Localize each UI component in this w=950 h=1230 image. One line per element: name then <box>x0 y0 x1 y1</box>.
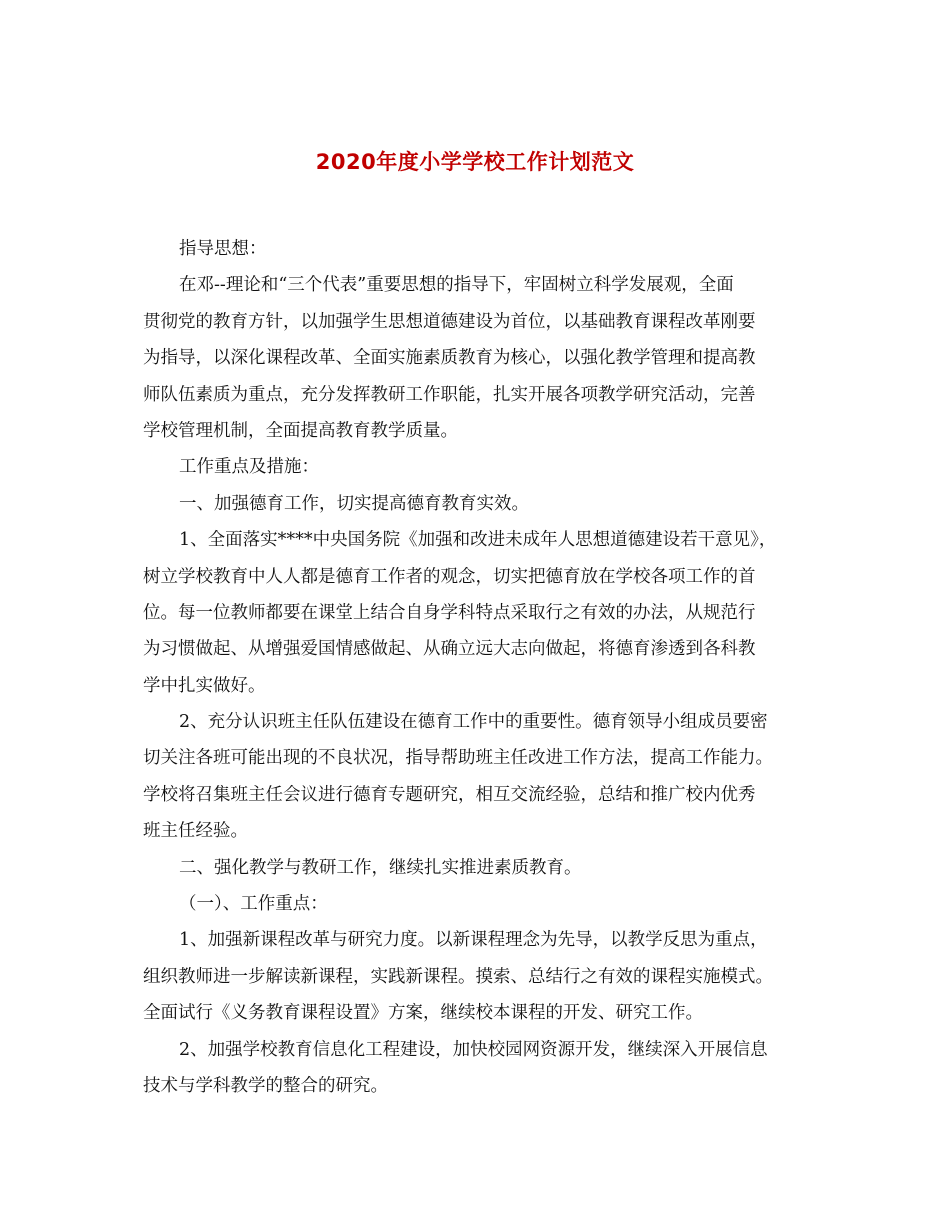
text-line: 为指导，以深化课程改革、全面实施素质教育为核心，以强化教学管理和提高教 <box>143 348 756 369</box>
text-line: 学校管理机制，全面提高教育教学质量。 <box>143 420 458 441</box>
document-body <box>143 231 819 1104</box>
text-line: 技术与学科教学的整合的研究。 <box>143 1075 388 1096</box>
text-line: 学校将召集班主任会议进行德育专题研究，相互交流经验，总结和推广校内优秀 <box>143 784 756 805</box>
text-line: 学中扎实做好。 <box>143 675 266 696</box>
text-line: 组织教师进一步解读新课程，实践新课程。摸索、总结行之有效的课程实施模式。 <box>143 966 773 987</box>
text-line: 在邓--理论和“三个代表”重要思想的指导下，牢固树立科学发展观，全面 <box>179 275 734 296</box>
text-line: 切关注各班可能出现的不良状况，指导帮助班主任改进工作方法，提高工作能力。 <box>143 748 773 769</box>
text-line: 树立学校教育中人人都是德育工作者的观念，切实把德育放在学校各项工作的首 <box>143 566 756 587</box>
text-line: 班主任经验。 <box>143 821 248 842</box>
text-line: 二、强化教学与教研工作，继续扎实推进素质教育。 <box>179 857 582 878</box>
text-line: 位。每一位教师都要在课堂上结合自身学科特点采取行之有效的办法，从规范行 <box>143 602 756 623</box>
text-line: 指导思想： <box>179 239 267 259</box>
text-line: 1、加强新课程改革与研究力度。以新课程理念为先导，以教学反思为重点， <box>179 930 768 951</box>
text-line: 师队伍素质为重点，充分发挥教研工作职能，扎实开展各项教学研究活动，完善 <box>143 384 756 405</box>
text-line: 贯彻党的教育方针，以加强学生思想道德建设为首位，以基础教育课程改革刚要 <box>143 311 756 332</box>
text-line: 1、全面落实****中央国务院《加强和改进未成年人思想道德建设若干意见》， <box>179 530 777 551</box>
document-title: 2020年度小学学校工作计划范文 <box>315 150 635 174</box>
text-line: 2、充分认识班主任队伍建设在德育工作中的重要性。德育领导小组成员要密 <box>179 712 768 733</box>
text-line: 工作重点及措施： <box>179 457 319 478</box>
text-line: 全面试行《义务教育课程设置》方案，继续校本课程的开发、研究工作。 <box>143 1003 703 1024</box>
text-line: （一）、工作重点： <box>179 894 328 915</box>
text-line: 为习惯做起、从增强爱国情感做起、从确立远大志向做起，将德育渗透到各科教 <box>143 639 756 660</box>
text-line: 2、加强学校教育信息化工程建设，加快校园网资源开发，继续深入开展信息 <box>179 1039 768 1060</box>
text-line: 一、加强德育工作，切实提高德育教育实效。 <box>179 493 529 514</box>
